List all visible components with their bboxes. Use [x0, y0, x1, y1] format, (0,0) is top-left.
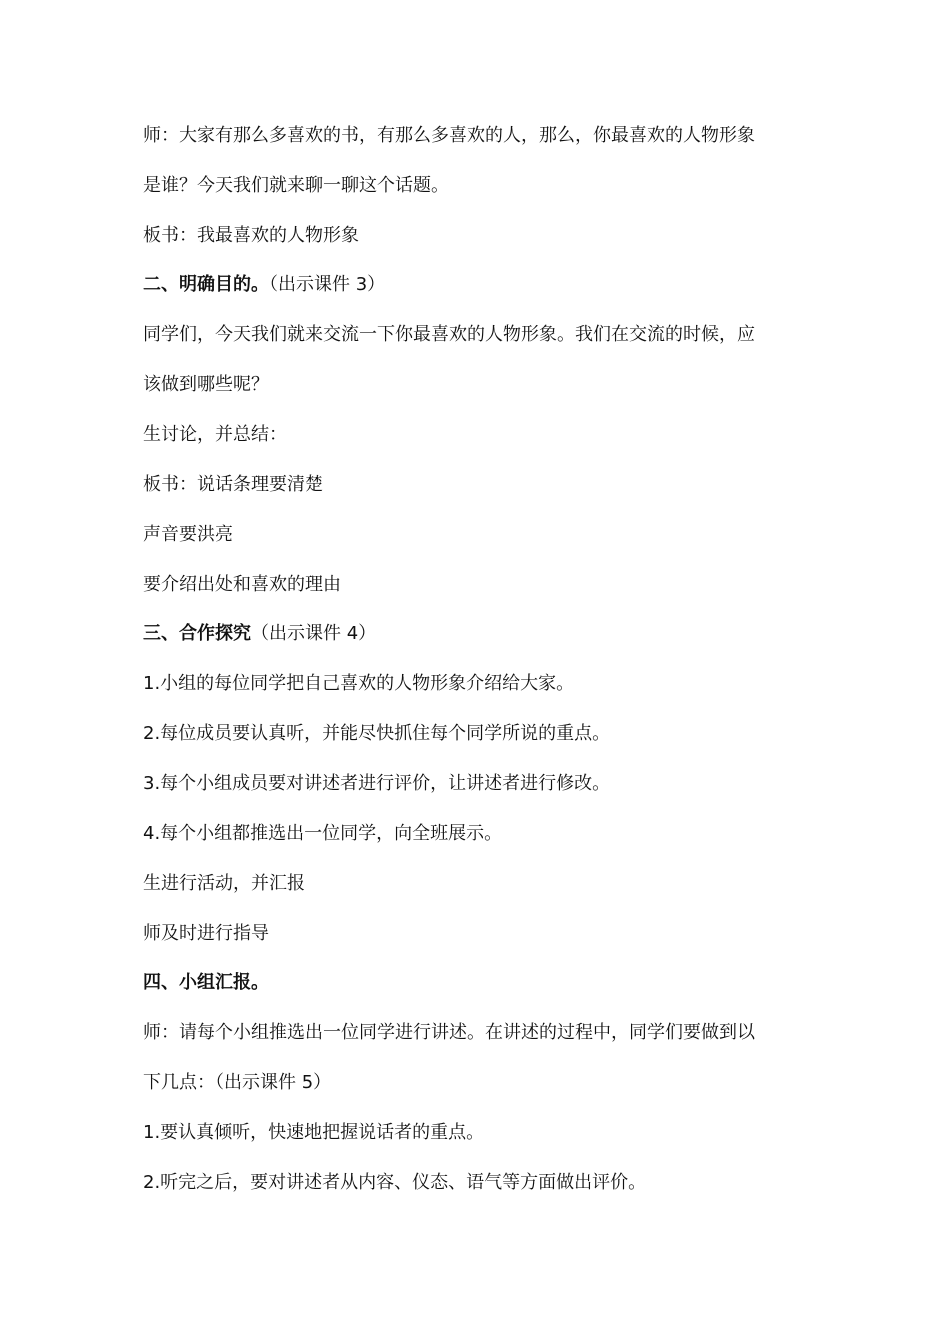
list-item: 1.要认真倾听，快速地把握说话者的重点。 [143, 1122, 485, 1143]
list-item: 3.每个小组成员要对讲述者进行评价，让讲述者进行修改。 [143, 773, 611, 794]
section-title: 三、合作探究 [143, 623, 251, 644]
section-title: 二、明确目的。 [143, 274, 269, 295]
paragraph-line: 要介绍出处和喜欢的理由 [143, 574, 341, 595]
paragraph-line: 是谁？今天我们就来聊一聊这个话题。 [143, 175, 449, 196]
paragraph-line: 板书：我最喜欢的人物形象 [143, 225, 359, 246]
list-item: 1.小组的每位同学把自己喜欢的人物形象介绍给大家。 [143, 673, 575, 694]
list-item: 4.每个小组都推选出一位同学，向全班展示。 [143, 823, 503, 844]
section-heading-three [143, 622, 840, 646]
paragraph-line: 生进行活动，并汇报 [143, 873, 305, 894]
paragraph-line: 师：请每个小组推选出一位同学进行讲述。在讲述的过程中，同学们要做到以 [143, 1022, 755, 1043]
section-title: 四、小组汇报。 [143, 972, 269, 993]
section-heading-four [143, 971, 840, 995]
paragraph-line: 下几点：（出示课件 5） [143, 1072, 332, 1093]
section-heading-two [143, 273, 840, 297]
paragraph-line: 板书：说话条理要清楚 [143, 474, 323, 495]
paragraph-line: 该做到哪些呢？ [143, 374, 269, 395]
paragraph-line: 生讨论，并总结： [143, 424, 287, 445]
list-item: 2.每位成员要认真听，并能尽快抓住每个同学所说的重点。 [143, 723, 611, 744]
paragraph-line: 师：大家有那么多喜欢的书，有那么多喜欢的人，那么，你最喜欢的人物形象 [143, 125, 755, 146]
paragraph-line: 师及时进行指导 [143, 923, 269, 944]
paragraph-line: 声音要洪亮 [143, 524, 233, 545]
list-item: 2.听完之后，要对讲述者从内容、仪态、语气等方面做出评价。 [143, 1172, 647, 1193]
section-note: （出示课件 3） [269, 274, 386, 295]
paragraph-line: 同学们，今天我们就来交流一下你最喜欢的人物形象。我们在交流的时候，应 [143, 324, 755, 345]
section-note: （出示课件 4） [251, 623, 377, 644]
